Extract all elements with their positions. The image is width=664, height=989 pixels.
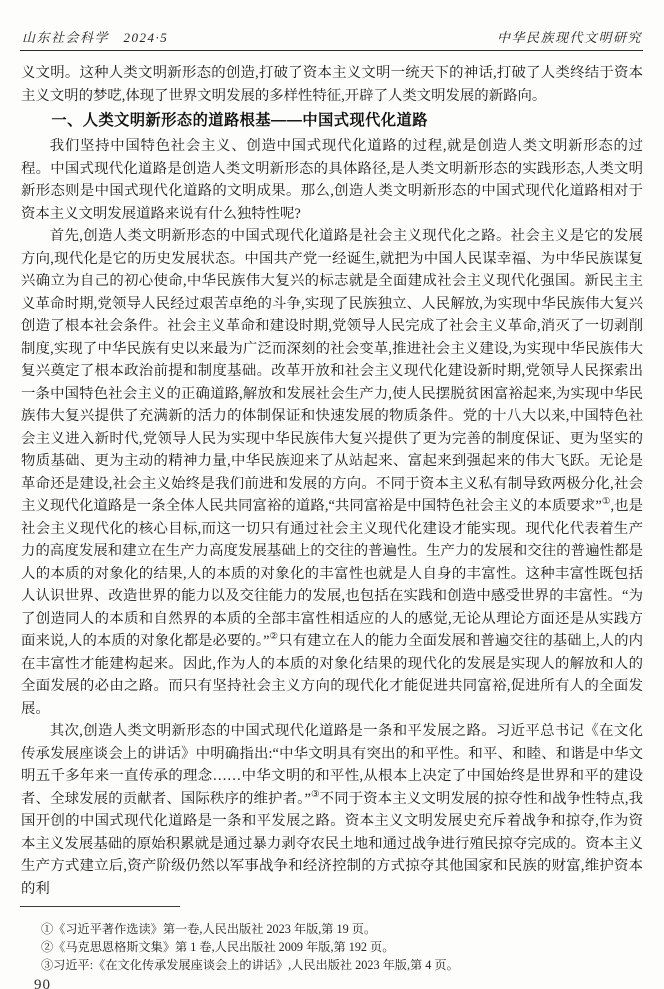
text-run: 只有建立在人的能力全面发展和普遍交往的基础上,人的内在丰富性才能建构起来。因此,作为人的本质的对象化结果的现代化的发展是实现人的解放和人的全面发展的必由之路。而只有坚持社会主义方向的现代化才能促进共同富裕,促进所有人的全面发展。 [21, 633, 643, 717]
article-body [21, 62, 643, 900]
footnotes [21, 921, 643, 974]
section-heading: 一、人类文明新形态的道路根基——中国式现代化道路 [51, 112, 428, 129]
column-title: 中华民族现代文明研究 [496, 30, 642, 45]
footnote: ①《习近平著作选读》第一卷,人民出版社 2023 年版,第 19 页。 [41, 922, 377, 936]
text-run: 我们坚持中国特色社会主义、创造中国式现代化道路的过程,就是创造人类文明新形态的过程。中国式现代化道路是创造人类文明新形态的具体路径,是人类文明新形态的实践形态,人类文明新形态则是中国式现代化道路的文明成果。那么,创造人类文明新形态的中国式现代化道路相对于资本主义文明发展道路来说有什么独特性呢? [21, 138, 643, 222]
footnote-ref: ① [601, 497, 611, 508]
footnote-separator [20, 906, 180, 907]
text-run: 不同于资本主义文明发展的掠夺性和战争性特点,我国开创的中国式现代化道路是一条和平发展之路。资本主义文明发展史充斥着战争和掠夺,作为资本主义发展基础的原始积累就是通过暴力剥夺农民土地和通过战争进行殖民掠夺完成的。资本主义生产方式建立后,资产阶级仍然以军事战争和经济控制的方式掠夺其他国家和民族的财富,维护资本的利 [21, 790, 643, 897]
journal-title: 山东社会科学 2024·5 [22, 30, 169, 45]
paragraph [21, 135, 643, 225]
paragraph [21, 720, 643, 900]
text-run: 其次,创造人类文明新形态的中国式现代化道路是一条和平发展之路。习近平总书记《在文化传承发展座谈会上的讲话》中明确指出:“中华文明具有突出的和平性。和平、和睦、和谐是中华文明五千多年来一直传承的理念……中华文明的和平性,从根本上决定了中国始终是世界和平的建设者、全球发展的贡献者、国际秩序的维护者。” [21, 723, 643, 807]
paragraph [21, 225, 643, 720]
text-run: ,也是社会主义现代化的核心目标,而这一切只有通过社会主义现代化建设才能实现。现代化代表着生产力的高度发展和建立在生产力高度发展基础上的交往的普遍性。生产力的发展和交往的普遍性都是人的本质的对象化的结果,人的本质的对象化的丰富性也就是人自身的丰富性。这种丰富性既包括人认识世界、改造世界的能力以及交往能力的发展,也包括在实践和创造中感受世界的丰富性。“为了创造同人的本质和自然界的本质的全部丰富性相适应的人的感觉,无论从理论方面还是从实践方面来说,人的本质的对象化都是必要的。” [21, 498, 643, 649]
page-header [22, 27, 642, 46]
footnote-ref: ② [269, 632, 279, 643]
article-paragraphs [21, 135, 643, 900]
paragraph-continuation: 义文明。这种人类文明新形态的创造,打破了资本主义文明一统天下的神话,打破了人类终结于资本主义文明的梦呓,体现了世界文明发展的多样性特征,开辟了人类文明发展的新路向。 [21, 65, 643, 104]
footnote-ref: ③ [310, 789, 320, 800]
footnote: ②《马克思恩格斯文集》第 1 卷,人民出版社 2009 年版,第 192 页。 [41, 939, 395, 954]
text-run: 首先,创造人类文明新形态的中国式现代化道路是社会主义现代化之路。社会主义是它的发展方向,现代化是它的历史发展状态。中国共产党一经诞生,就把为中国人民谋幸福、为中华民族谋复兴确立为自己的初心使命,中华民族伟大复兴的标志就是全面建成社会主义现代化强国。新民主主义革命时期,党领导人民经过艰苦卓绝的斗争,实现了民族独立、人民解放,为实现中华民族伟大复兴创造了根本社会条件。社会主义革命和建设时期,党领导人民完成了社会主义革命,消灭了一切剥削制度,实现了中华民族有史以来最为广泛而深刻的社会变革,推进社会主义建设,为实现中华民族伟大复兴奠定了根本政治前提和制度基础。改革开放和社会主义现代化建设新时期,党领导人民探索出一条中国特色社会主义的正确道路,解放和发展社会生产力,使人民摆脱贫困富裕起来,为实现中华民族伟大复兴提供了充满新的活力的体制保证和快速发展的物质条件。党的十八大以来,中国特色社会主义进入新时代,党领导人民为实现中华民族伟大复兴提供了更为完善的制度保证、更为坚实的物质基础、更为主动的精神力量,中华民族迎来了从站起来、富起来到强起来的伟大飞跃。无论是革命还是建设,社会主义始终是我们前进和发展的方向。不同于资本主义私有制导致两极分化,社会主义现代化道路是一条全体人民共同富裕的道路,“共同富裕是中国特色社会主义的本质要求” [21, 228, 643, 514]
header-rule [20, 50, 643, 51]
footnote: ③习近平:《在文化传承发展座谈会上的讲话》,人民出版社 2023 年版,第 4 页。 [41, 957, 459, 972]
page-number: 90 [34, 977, 51, 989]
